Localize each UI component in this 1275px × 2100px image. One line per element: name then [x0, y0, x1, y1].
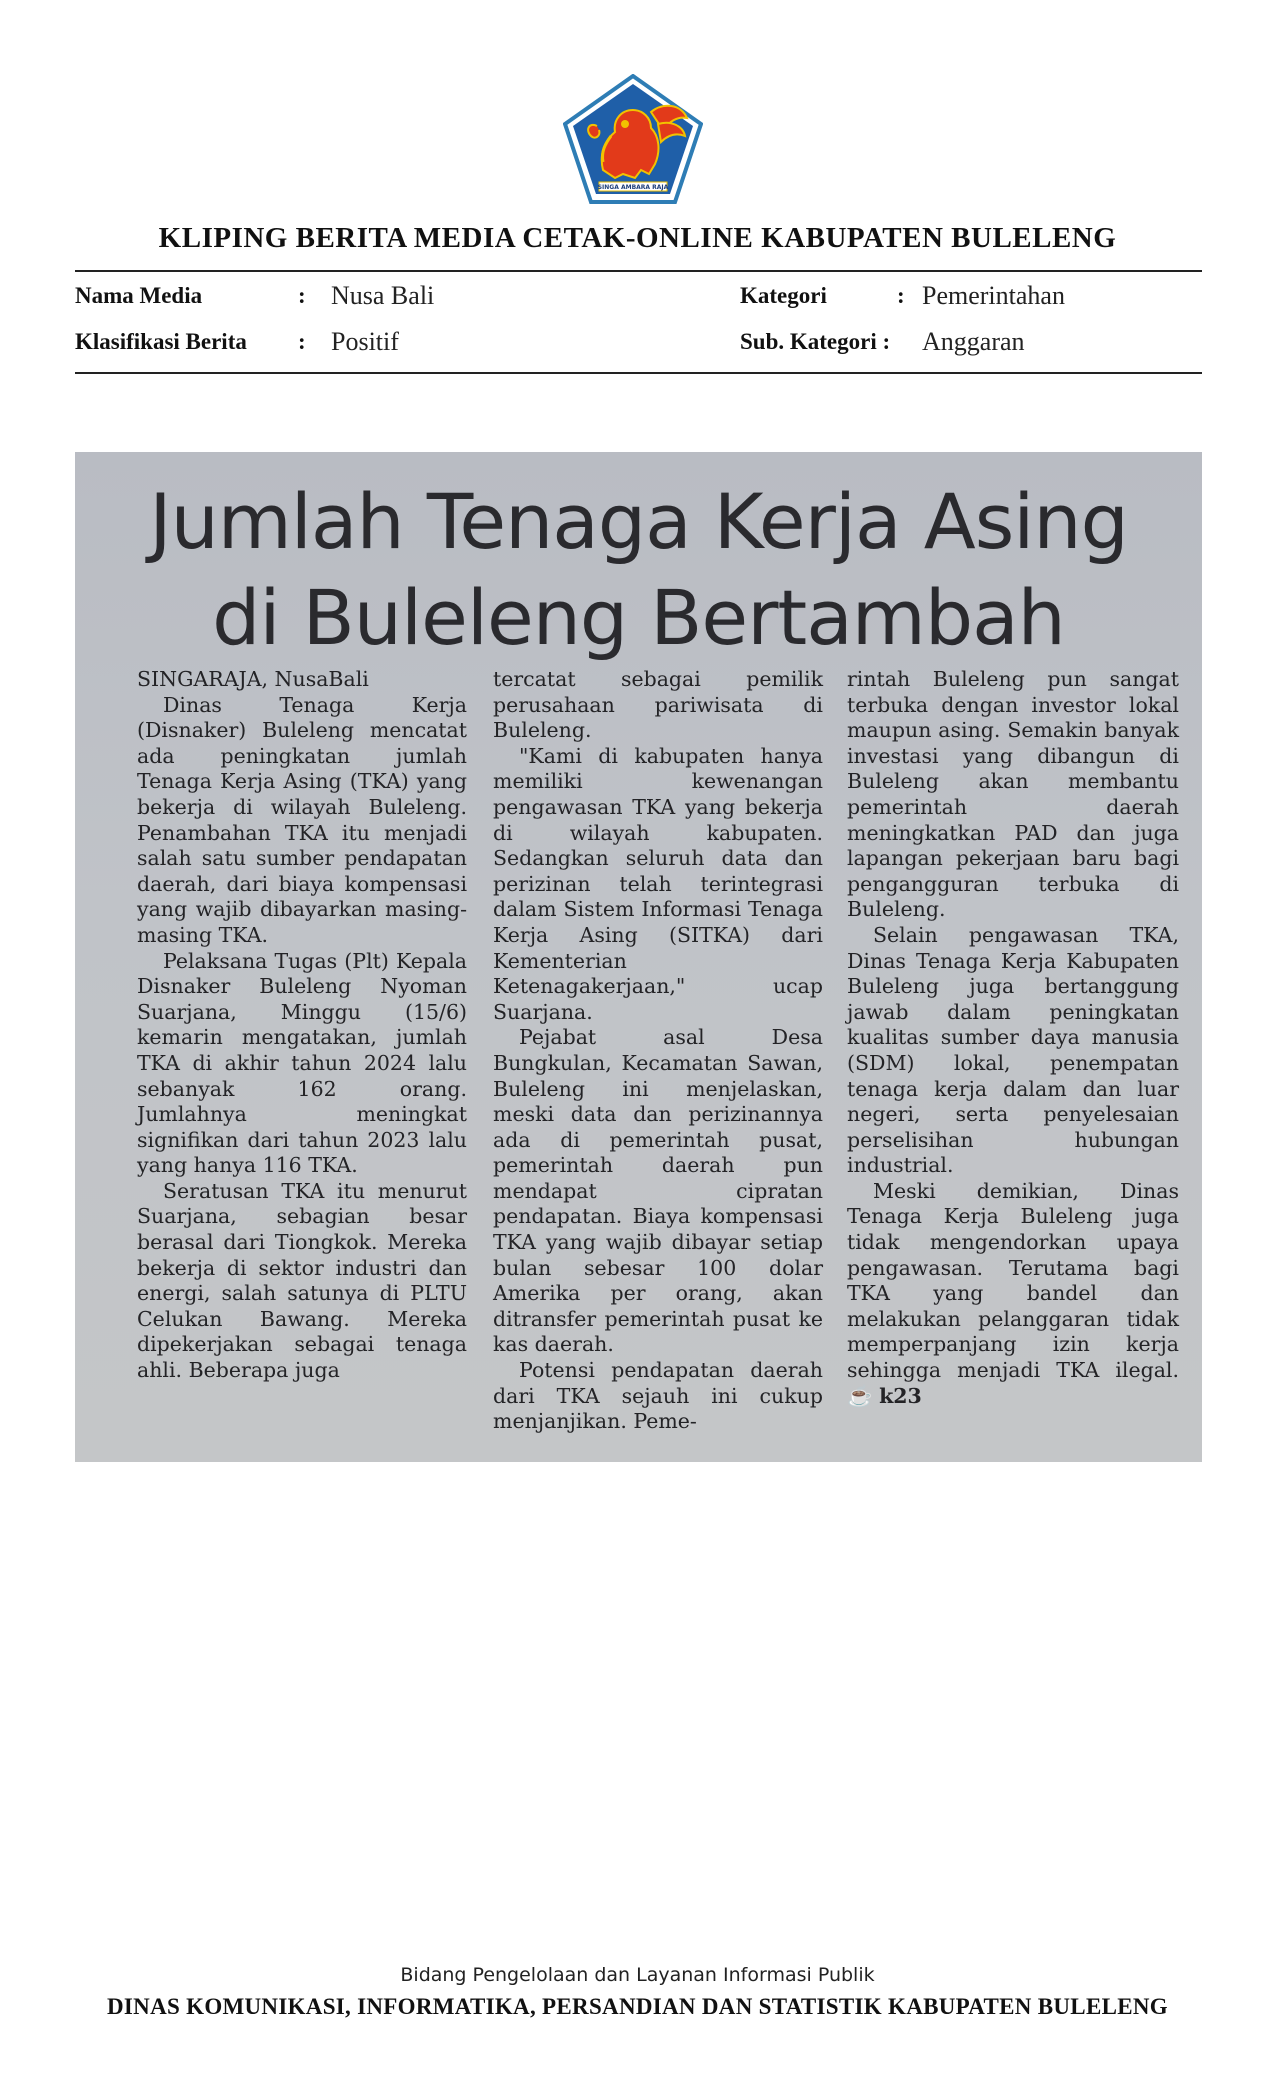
- article-paragraph: Selain pengawasan TKA, Dinas Tenaga Kerja Kabupaten Buleleng juga bertanggung jawab dalam peningkatan kualitas sumber daya manusia (SDM) lokal, penempatan tenaga kerja dalam dan luar negeri, serta penyelesaian perselisihan hubungan industrial.: [847, 922, 1179, 1178]
- header-top-rule: [75, 270, 1202, 272]
- footer-subtitle: Bidang Pengelolaan dan Layanan Informasi Publik: [400, 1964, 875, 1986]
- article-paragraph: Pelaksana Tugas (Plt) Kepala Disnaker Buleleng Nyoman Suarjana, Minggu (15/6) kemarin mengatakan, jumlah TKA di akhir tahun 2024 lalu sebanyak 162 orang. Jumlahnya meningkat signifikan dari tahun 2023 lalu yang hanya 116 TKA.: [137, 948, 467, 1178]
- kategori-value: Pemerintahan: [922, 281, 1065, 310]
- document-title: KLIPING BERITA MEDIA CETAK-ONLINE KABUPATEN BULELENG: [158, 222, 1117, 254]
- end-mark-icon: ☕: [847, 1383, 873, 1408]
- subkategori-value: Anggaran: [922, 327, 1025, 356]
- svg-text:SINGA AMBARA RAJA: SINGA AMBARA RAJA: [597, 184, 669, 191]
- article-dateline: SINGARAJA, NusaBali: [137, 667, 369, 691]
- article-paragraph: Potensi pendapatan daerah dari TKA sejauh ini cukup menjanjikan. Peme-: [493, 1358, 823, 1434]
- header-bottom-rule: [75, 372, 1202, 374]
- subkategori-label: Sub. Kategori :: [740, 329, 891, 354]
- kategori-colon: :: [897, 283, 905, 308]
- singa-ambara-raja-logo: [563, 74, 703, 204]
- article-column-1: [137, 667, 467, 1384]
- media-label: Nama Media: [75, 283, 203, 308]
- kategori-label: Kategori: [740, 283, 827, 308]
- article-paragraph: rintah Buleleng pun sangat terbuka dengan investor lokal maupun asing. Semakin banyak investasi yang dibangun di Buleleng akan membantu pemerintah daerah meningkatkan PAD dan juga lapangan pekerjaan baru bagi pengangguran terbuka di Buleleng.: [847, 667, 1179, 922]
- media-value: Nusa Bali: [331, 281, 435, 310]
- article-paragraph: [847, 1179, 1179, 1409]
- klasifikasi-label: Klasifikasi Berita: [75, 329, 247, 354]
- article-paragraph: Pejabat asal Desa Bungkulan, Kecamatan Sawan, Buleleng ini menjelaskan, meski data dan perizinannya ada di pemerintah pusat, pemerintah daerah pun mendapat cipratan pendapatan. Biaya kompensasi TKA yang wajib dibayar setiap bulan sebesar 100 dolar Amerika per orang, akan ditransfer pemerintah pusat ke kas daerah.: [493, 1025, 823, 1357]
- article-paragraph: "Kami di kabupaten hanya memiliki kewenangan pengawasan TKA yang bekerja di wilayah kabupaten. Sedangkan seluruh data dan perizinan telah terintegrasi dalam Sistem Informasi Tenaga Kerja Asing (SITKA) dari Kementerian Ketenagakerjaan," ucap Suarjana.: [493, 743, 823, 1024]
- article-headline: [75, 474, 1202, 666]
- footer-title: DINAS KOMUNIKASI, INFORMATIKA, PERSANDIAN DAN STATISTIK KABUPATEN BULELENG: [107, 1994, 1168, 2019]
- klasifikasi-colon: :: [298, 329, 306, 354]
- article-column-3: [847, 667, 1179, 1409]
- article-paragraph-text: Meski demikian, Dinas Tenaga Kerja Buleleng juga tidak mengendorkan upaya pengawasan. Terutama bagi TKA yang bandel dan melakukan pelanggaran tidak memperpanjang izin kerja sehingga menjadi TKA ilegal.: [847, 1178, 1179, 1383]
- article-paragraph: Seratusan TKA itu menurut Suarjana, sebagian besar berasal dari Tiongkok. Mereka bekerja di sektor industri dan energi, salah satunya di PLTU Celukan Bawang. Mereka dipekerjakan sebagai tenaga ahli. Beberapa juga: [137, 1178, 467, 1383]
- article-paragraph: tercatat sebagai pemilik perusahaan pariwisata di Buleleng.: [493, 667, 823, 743]
- article-paragraph: Dinas Tenaga Kerja (Disnaker) Buleleng mencatat ada peningkatan jumlah Tenaga Kerja Asing (TKA) yang bekerja di wilayah Buleleng. Penambahan TKA itu menjadi salah satu sumber pendapatan daerah, dari biaya kompensasi yang wajib dibayarkan masing-masing TKA.: [137, 692, 467, 947]
- headline-line-2: di Buleleng Bertambah: [212, 573, 1065, 662]
- article-column-2: [493, 667, 823, 1435]
- media-colon: :: [298, 283, 306, 308]
- klasifikasi-value: Positif: [331, 327, 399, 356]
- article-signoff: k23: [879, 1383, 922, 1408]
- headline-line-1: Jumlah Tenaga Kerja Asing: [149, 477, 1128, 566]
- newspaper-clipping: [75, 452, 1202, 1462]
